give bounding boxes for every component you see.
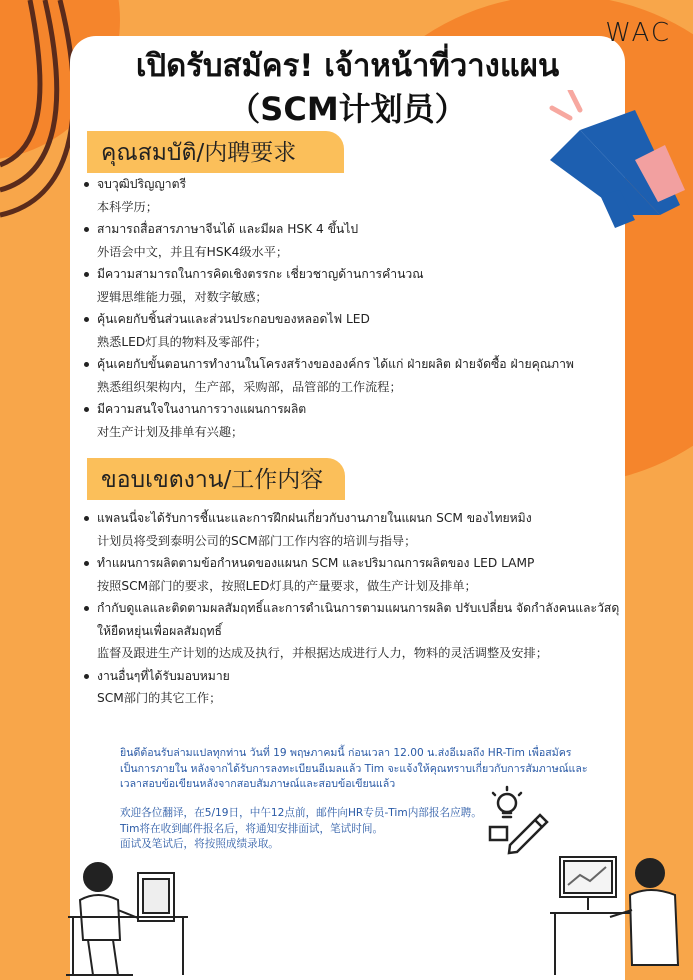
list-item: มีความสามารถในการคิดเชิงตรรกะ เชี่ยวชาญด้านการคำนวณ 逻辑思维能力强，对数字敏感； xyxy=(80,263,620,308)
page-subtitle: （SCM计划员） xyxy=(228,90,467,128)
list-item: กำกับดูแลและติดตามผลสัมฤทธิ์และการดำเนินการตามแผนการผลิต ปรับเปลี่ยน จัดกำลังคนและวัสดุให้ยืดหยุ่นเพื่อผลสัมฤทธิ์ 监督及跟进生产计划的达成及执行，并根据达成进行人力，物料的灵活调整及安排； xyxy=(80,597,620,665)
idea-pencil-icon xyxy=(485,785,555,855)
list-item: สามารถสื่อสารภาษาจีนได้ และมีผล HSK 4 ขึ้นไป 外语会中文，并且有HSK4级水平； xyxy=(80,218,620,263)
list-item: จบวุฒิปริญญาตรี 本科学历； xyxy=(80,173,620,218)
wac-logo: WAC xyxy=(605,18,671,48)
page-title: เปิดรับสมัคร! เจ้าหน้าที่วางแผน xyxy=(135,48,560,84)
list-item: มีความสนใจในงานการวางแผนการผลิต 对生产计划及排单有兴趣； xyxy=(80,398,620,443)
duties-list xyxy=(80,507,620,710)
list-item: แพลนนี่จะได้รับการชี้แนะและการฝึกฝนเกี่ยวกับงานภายในแผนก SCM ของไทยหมิง 计划员将受到泰明公司的SCM部门工作内容的培训与指导； xyxy=(80,507,620,552)
list-item: คุ้นเคยกับชิ้นส่วนและส่วนประกอบของหลอดไฟ LED 熟悉LED灯具的物料及零部件； xyxy=(80,308,620,353)
section-heading-duties: ขอบเขตงาน/工作内容 xyxy=(87,458,345,500)
list-item: ทำแผนการผลิตตามข้อกำหนดของแผนก SCM และปริมาณการผลิตของ LED LAMP 按照SCM部门的要求，按照LED灯具的产量要求，做生产计划及排单； xyxy=(80,552,620,597)
list-item: คุ้นเคยกับขั้นตอนการทำงานในโครงสร้างขององค์กร ได้แก่ ฝ่ายผลิต ฝ่ายจัดซื้อ ฝ่ายคุณภาพ 熟悉组织架构内，生产部，采购部，品管部的工作流程； xyxy=(80,353,620,398)
note-thai: ยินดีต้อนรับล่ามแปลทุกท่าน วันที่ 19 พฤษภาคมนี้ ก่อนเวลา 12.00 น.ส่งอีเมลถึง HR-Tim เพื่อสมัครเป็นการภายใน หลังจากได้รับการลงทะเบียนอีเมลแล้ว Tim จะแจ้งให้คุณทราบเกี่ยวกับการสัมภาษณ์และเวลาสอบข้อเขียนหลังจากสอบสัมภาษณ์และสอบข้อเขียนแล้ว xyxy=(120,747,588,790)
note-chinese: 欢迎各位翻译，在5/19日，中午12点前，邮件向HR专员-Tim内部报名应聘。 Tim将在收到邮件报名后，将通知安排面试，笔试时间。 面试及笔试后，将按照成绩录取。 xyxy=(120,807,482,850)
person-at-desk-left xyxy=(58,855,193,980)
person-at-desk-right xyxy=(550,855,690,980)
qualifications-list xyxy=(80,173,620,443)
section-heading-qualifications: คุณสมบัติ/内聘要求 xyxy=(87,131,344,173)
list-item: งานอื่นๆที่ได้รับมอบหมาย SCM部门的其它工作； xyxy=(80,665,620,710)
